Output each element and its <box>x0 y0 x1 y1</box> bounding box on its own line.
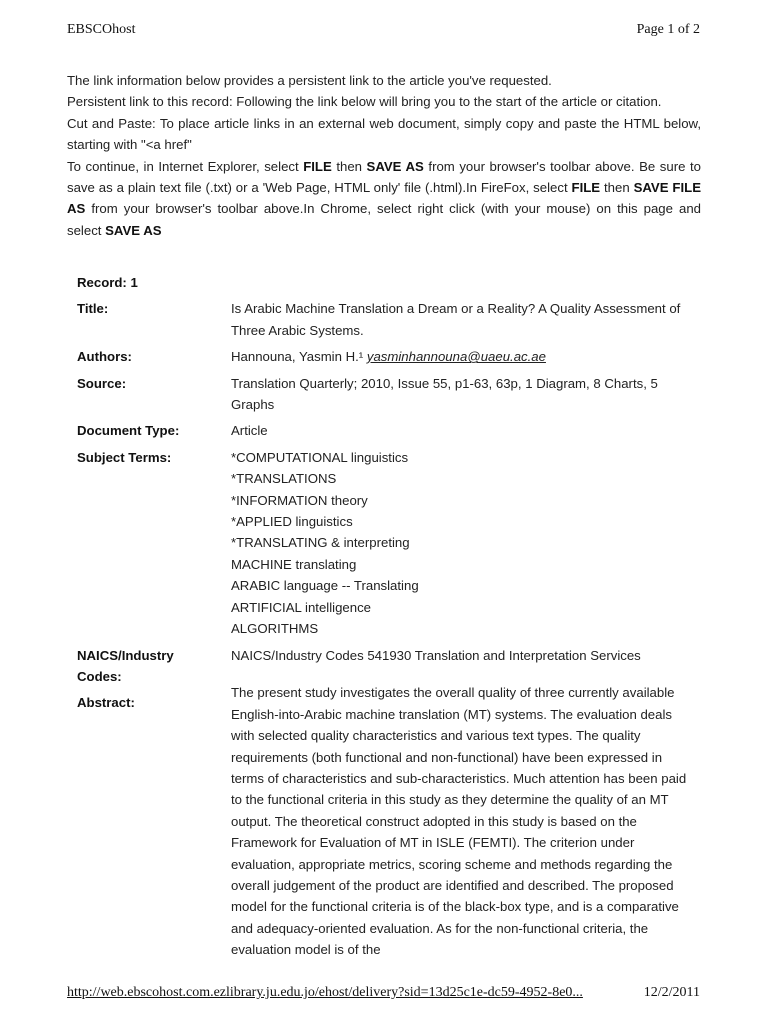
instr-text-a: To continue, in Internet Explorer, select <box>67 158 304 174</box>
naics-label: NAICS/Industry Codes: <box>77 647 174 684</box>
authors-value <box>231 346 697 367</box>
subject-term: *APPLIED linguistics <box>231 514 353 530</box>
authors-label: Authors: <box>77 349 132 365</box>
intro-line-2: Persistent link to this record: Following the link below will bring you to the start of the article or citation. <box>67 94 662 110</box>
title-label: Title: <box>77 301 109 317</box>
instr-text-c: from your browser's toolbar above. Be sure to save as a plain text file (.txt) or a 'Web Page, HTML only' file (.html).In FireFox, select <box>67 158 701 196</box>
author-name: Hannouna, Yasmin H.¹ <box>231 349 367 365</box>
intro-line-3: Cut and Paste: To place article links in an external web document, simply copy and paste the HTML below, starting with "<a href" <box>67 115 701 153</box>
intro-save-instructions <box>67 156 701 242</box>
subject-terms-list <box>231 447 697 640</box>
subject-term: ARTIFICIAL intelligence <box>231 599 371 615</box>
title-value: Is Arabic Machine Translation a Dream or a Reality? A Quality Assessment of Three Arabic Systems. <box>231 301 681 338</box>
subject-term: ARABIC language -- Translating <box>231 578 419 594</box>
footer-url[interactable]: http://web.ebscohost.com.ezlibrary.ju.edu.jo/ehost/delivery?sid=13d25c1e-dc59-4952-8e0... <box>67 985 583 1000</box>
author-email-link[interactable]: yasminhannouna@uaeu.ac.ae <box>366 349 546 365</box>
document-type-value: Article <box>231 423 268 439</box>
instr-save-file-as: SAVE FILE AS <box>67 180 701 217</box>
instr-file-2: FILE <box>571 180 601 196</box>
footer-date: 12/2/2011 <box>643 985 700 1000</box>
intro-text <box>67 70 701 241</box>
subject-term: *TRANSLATIONS <box>231 471 337 487</box>
subject-term: *TRANSLATING & interpreting <box>231 535 410 551</box>
instr-save-as: SAVE AS <box>366 158 424 174</box>
abstract-label: Abstract: <box>77 695 135 711</box>
subject-terms-label: Subject Terms: <box>77 449 172 465</box>
header-page-number: Page 1 of 2 <box>636 22 700 37</box>
subject-term: *COMPUTATIONAL linguistics <box>231 449 409 465</box>
instr-text-e: from your browser's toolbar above.In Chrome, select right click (with your mouse) on this page and select <box>67 201 701 238</box>
instr-save-as-2: SAVE AS <box>105 222 162 238</box>
subject-term: ALGORITHMS <box>231 621 319 637</box>
naics-value: NAICS/Industry Codes 541930 Translation and Interpretation Services <box>231 647 641 663</box>
instr-file: FILE <box>303 158 332 174</box>
record-number-label: Record: 1 <box>77 275 138 290</box>
intro-line-1: The link information below provides a persistent link to the article you've requested. <box>67 73 552 88</box>
document-type-label: Document Type: <box>77 423 180 439</box>
instr-text-b: then <box>331 158 367 174</box>
instr-text-d: then <box>600 180 634 196</box>
record-details <box>77 272 697 966</box>
source-value: Translation Quarterly; 2010, Issue 55, p1-63, 63p, 1 Diagram, 8 Charts, 5 Graphs <box>231 375 658 413</box>
subject-term: *INFORMATION theory <box>231 492 368 508</box>
source-label: Source: <box>77 375 127 391</box>
abstract-value: The present study investigates the overall quality of three currently available English-into-Arabic machine translation (MT) systems. The evaluation deals with selected quality characteristics and various text types. The quality requirements (both functional and non-functional) have been expressed in terms of characteristics and sub-characteristics. Much attention has been paid to the functional criteria in this study as they determine the quality of an MT output. The theoretical construct adopted in this study is based on the Framework for Evaluation of MT in ISLE (FEMTI). The criterion under evaluation, appropriate metrics, scoring scheme and methods regarding the overall judgement of the product are identified and described. The proposed model for the functional criteria is of the black-box type, and is a comparative and adequacy-oriented evaluation. As for the non-functional criteria, the evaluation model is of the <box>231 685 687 958</box>
subject-term: MACHINE translating <box>231 556 357 572</box>
header-site-name: EBSCOhost <box>67 22 136 37</box>
